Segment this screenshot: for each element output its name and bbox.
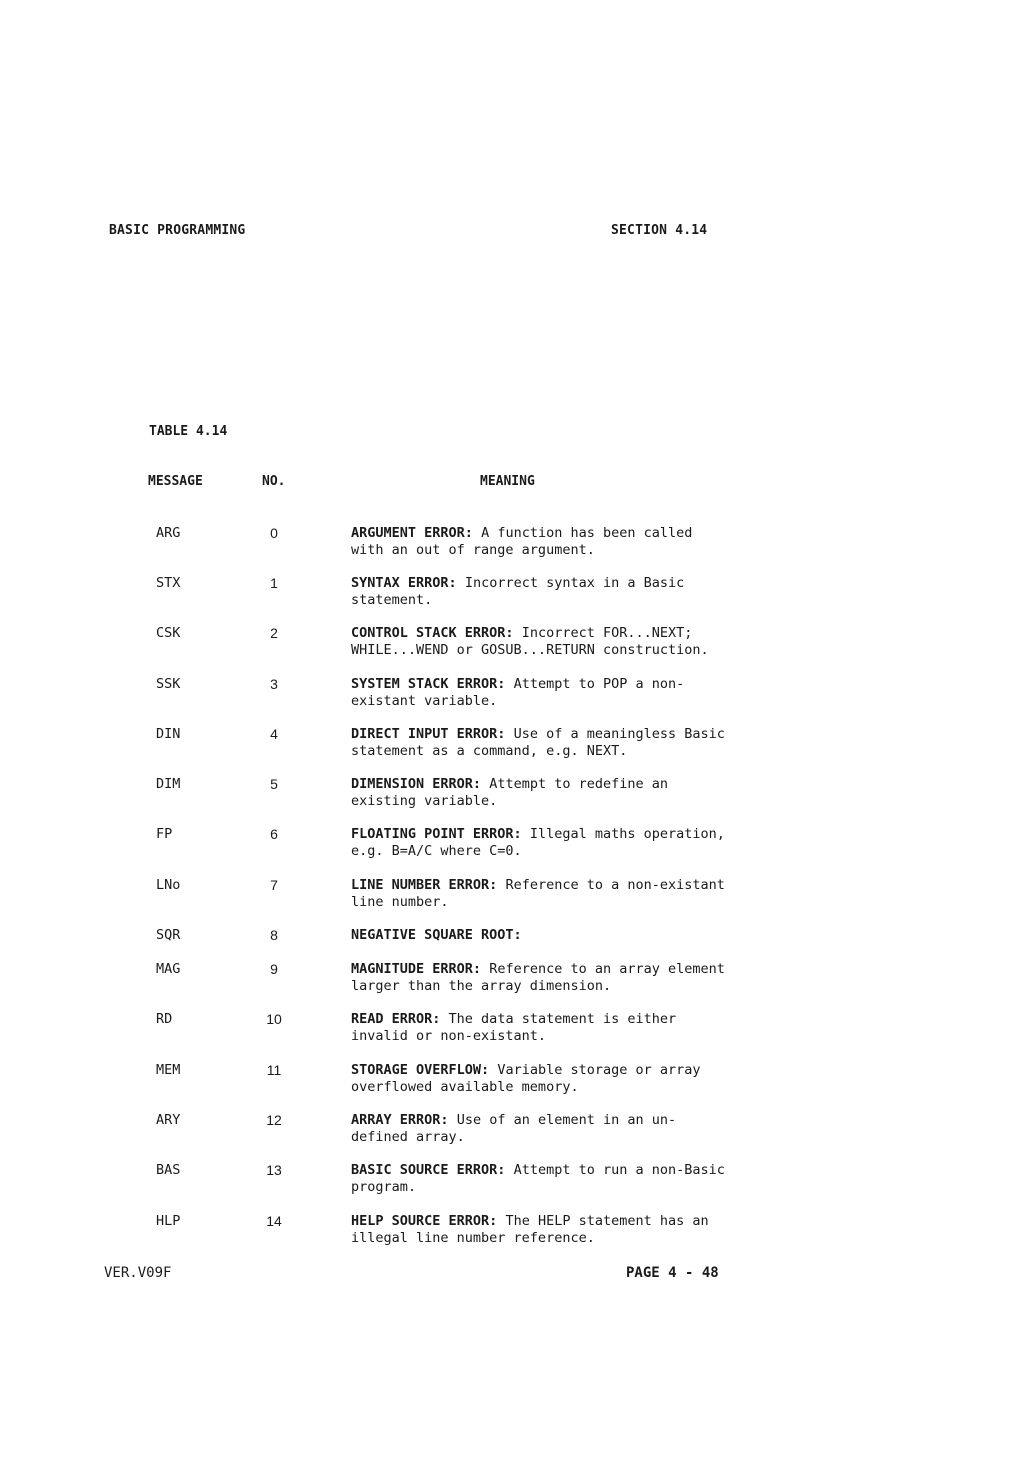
error-description: Incorrect FOR...NEXT; WHILE...WEND or GOSUB...RETURN construction. — [351, 625, 709, 658]
error-number: 5 — [270, 776, 278, 792]
error-label: READ ERROR: — [351, 1011, 441, 1027]
error-meaning — [351, 1112, 731, 1146]
error-description: Attempt to POP a non-existant variable. — [351, 676, 685, 709]
error-number: 1 — [270, 575, 278, 591]
error-number: 0 — [270, 525, 278, 541]
error-label: HELP SOURCE ERROR: — [351, 1213, 498, 1229]
error-description: Illegal maths operation, e.g. B=A/C where C=0. — [351, 826, 725, 859]
table-row — [0, 1213, 1032, 1253]
message-code: ARY — [156, 1112, 181, 1128]
table-title: TABLE 4.14 — [149, 424, 228, 439]
error-label: SYSTEM STACK ERROR: — [351, 676, 506, 692]
error-meaning — [351, 575, 731, 609]
table-row — [0, 726, 1032, 766]
message-code: LNo — [156, 877, 181, 893]
table-row — [0, 1162, 1032, 1202]
error-meaning — [351, 826, 731, 860]
table-row — [0, 1112, 1032, 1152]
message-code: ARG — [156, 525, 181, 541]
footer-version: VER.V09F — [104, 1265, 172, 1281]
table-row — [0, 575, 1032, 615]
error-label: SYNTAX ERROR: — [351, 575, 457, 591]
error-number: 8 — [270, 927, 278, 943]
error-description: Variable storage or array overflowed available memory. — [351, 1062, 701, 1095]
message-code: SSK — [156, 676, 181, 692]
error-description: Reference to an array element larger than the array dimension. — [351, 961, 725, 994]
error-label: ARGUMENT ERROR: — [351, 525, 473, 541]
error-number: 9 — [270, 961, 278, 977]
error-meaning — [351, 1162, 731, 1196]
error-number: 11 — [266, 1062, 282, 1078]
error-number: 2 — [270, 625, 278, 641]
error-number: 3 — [270, 676, 278, 692]
error-meaning — [351, 525, 731, 559]
column-header-message: MESSAGE — [148, 474, 203, 489]
error-description: The data statement is either invalid or non-existant. — [351, 1011, 677, 1044]
error-description: Use of an element in an un-defined array. — [351, 1112, 677, 1145]
error-label: CONTROL STACK ERROR: — [351, 625, 514, 641]
header-left: BASIC PROGRAMMING — [109, 223, 246, 238]
error-description: Reference to a non-existant line number. — [351, 877, 725, 910]
error-meaning — [351, 1011, 731, 1045]
error-number: 13 — [266, 1162, 282, 1178]
error-label: LINE NUMBER ERROR: — [351, 877, 498, 893]
error-meaning — [351, 625, 731, 659]
error-meaning — [351, 1213, 731, 1247]
message-code: CSK — [156, 625, 181, 641]
table-row — [0, 1062, 1032, 1102]
error-description: Attempt to run a non-Basic program. — [351, 1162, 725, 1195]
error-description: Use of a meaningless Basic statement as a command, e.g. NEXT. — [351, 726, 725, 759]
error-label: NEGATIVE SQUARE ROOT: — [351, 927, 522, 943]
table-row — [0, 525, 1032, 565]
error-meaning — [351, 676, 731, 710]
message-code: FP — [156, 826, 173, 842]
error-label: MAGNITUDE ERROR: — [351, 961, 482, 977]
error-number: 14 — [266, 1213, 282, 1229]
error-meaning — [351, 961, 731, 995]
error-number: 10 — [266, 1011, 282, 1027]
message-code: DIM — [156, 776, 181, 792]
table-row — [0, 877, 1032, 917]
column-header-meaning: MEANING — [480, 474, 535, 489]
header-right: SECTION 4.14 — [611, 223, 708, 238]
error-number: 4 — [270, 726, 278, 742]
footer-page-number: PAGE 4 - 48 — [626, 1265, 719, 1281]
error-meaning — [351, 927, 731, 944]
message-code: MAG — [156, 961, 181, 977]
message-code: STX — [156, 575, 181, 591]
message-code: BAS — [156, 1162, 181, 1178]
error-number: 6 — [270, 826, 278, 842]
error-description: Attempt to redefine an existing variable. — [351, 776, 668, 809]
table-row — [0, 961, 1032, 1001]
error-label: DIRECT INPUT ERROR: — [351, 726, 506, 742]
table-row — [0, 1011, 1032, 1051]
error-meaning — [351, 726, 731, 760]
error-meaning — [351, 1062, 731, 1096]
error-number: 12 — [266, 1112, 282, 1128]
message-code: MEM — [156, 1062, 181, 1078]
error-meaning — [351, 776, 731, 810]
error-number: 7 — [270, 877, 278, 893]
column-header-no: NO. — [262, 474, 286, 489]
error-description: Incorrect syntax in a Basic statement. — [351, 575, 685, 608]
table-row — [0, 776, 1032, 816]
message-code: SQR — [156, 927, 181, 943]
error-meaning — [351, 877, 731, 911]
error-description: A function has been called with an out of range argument. — [351, 525, 693, 558]
message-code: HLP — [156, 1213, 181, 1229]
table-row — [0, 625, 1032, 665]
table-row — [0, 676, 1032, 716]
error-label: FLOATING POINT ERROR: — [351, 826, 522, 842]
error-label: BASIC SOURCE ERROR: — [351, 1162, 506, 1178]
error-label: STORAGE OVERFLOW: — [351, 1062, 490, 1078]
error-label: ARRAY ERROR: — [351, 1112, 449, 1128]
table-row — [0, 826, 1032, 866]
error-label: DIMENSION ERROR: — [351, 776, 482, 792]
message-code: RD — [156, 1011, 173, 1027]
error-description: The HELP statement has an illegal line number reference. — [351, 1213, 709, 1246]
message-code: DIN — [156, 726, 181, 742]
